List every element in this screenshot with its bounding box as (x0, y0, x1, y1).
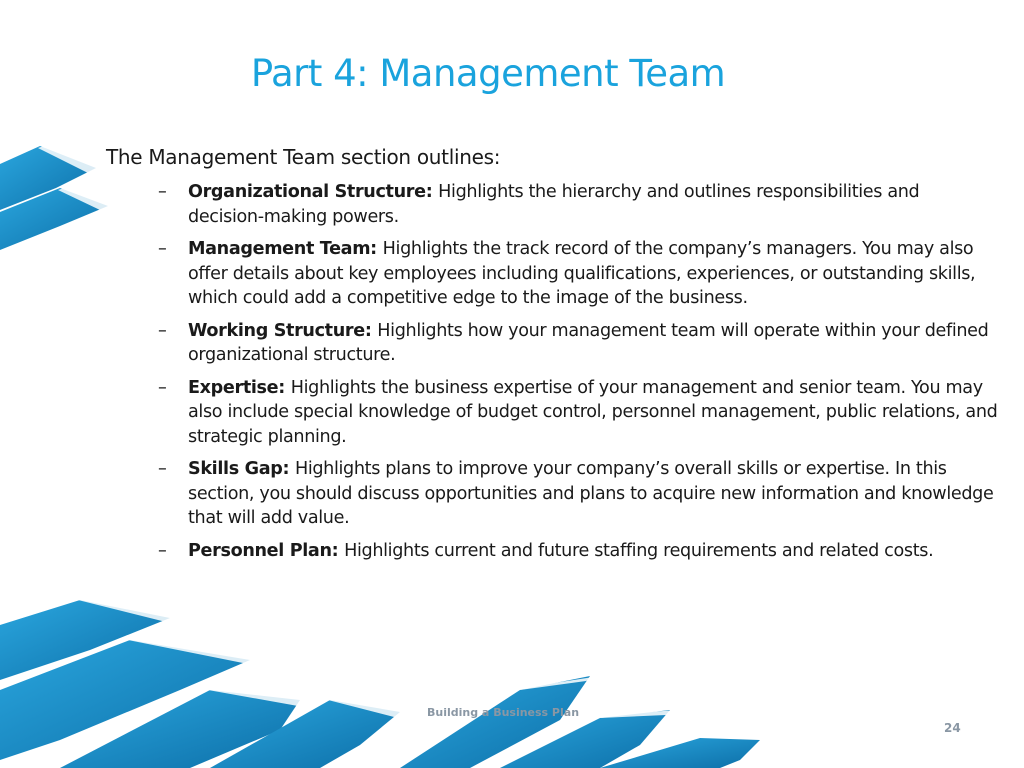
bullet-dash: – (158, 239, 167, 259)
bullet-item-personnel-plan (158, 539, 998, 564)
bullet-term: Working Structure: (188, 320, 378, 341)
page-number: 24 (944, 721, 961, 735)
bullet-item-expertise (158, 376, 998, 450)
top-left-chevron-group (0, 144, 112, 250)
bullet-term: Personnel Plan: (188, 540, 345, 561)
bullet-text: Highlights the track record of the company’s managers. You may also offer details about key employees including qualifications, experiences, or outstanding skills, which could add a competitive edge to the image of the business. (188, 239, 976, 308)
bullet-dash: – (158, 459, 167, 479)
bullet-item-management-team (158, 237, 998, 311)
footer-text: Building a Business Plan (427, 706, 580, 719)
bullet-item-working-structure (158, 319, 998, 368)
bullet-text: Highlights the hierarchy and outlines responsibilities and decision-making powers. (188, 182, 920, 227)
bullet-list (158, 180, 998, 571)
bullet-text: Highlights current and future staffing requirements and related costs. (344, 540, 934, 561)
bullet-item-skills-gap (158, 457, 998, 531)
bullet-term: Management Team: (188, 239, 383, 259)
bottom-right-chevron-group (400, 676, 760, 768)
bullet-text: Highlights how your management team will operate within your defined organizational structure. (188, 320, 989, 365)
bullet-term: Skills Gap: (188, 459, 295, 479)
bullet-item-organizational-structure (158, 180, 998, 229)
bullet-dash: – (158, 540, 167, 561)
bullet-text: Highlights the business expertise of your management and senior team. You may also include special knowledge of budget control, personnel management, public relations, and strategic planning. (188, 377, 998, 447)
bullet-text: Highlights plans to improve your company’s overall skills or expertise. In this section, you should discuss opportunities and plans to acquire new information and knowledge that will add value. (188, 459, 994, 528)
intro-text: The Management Team section outlines: (106, 145, 501, 169)
bullet-term: Organizational Structure: (188, 182, 439, 202)
bullet-dash: – (158, 320, 167, 341)
slide-title: Part 4: Management Team (250, 52, 726, 95)
bullet-dash: – (158, 377, 167, 398)
bottom-left-chevron-group (0, 596, 412, 768)
bullet-dash: – (158, 182, 167, 202)
bullet-term: Expertise: (188, 377, 291, 398)
